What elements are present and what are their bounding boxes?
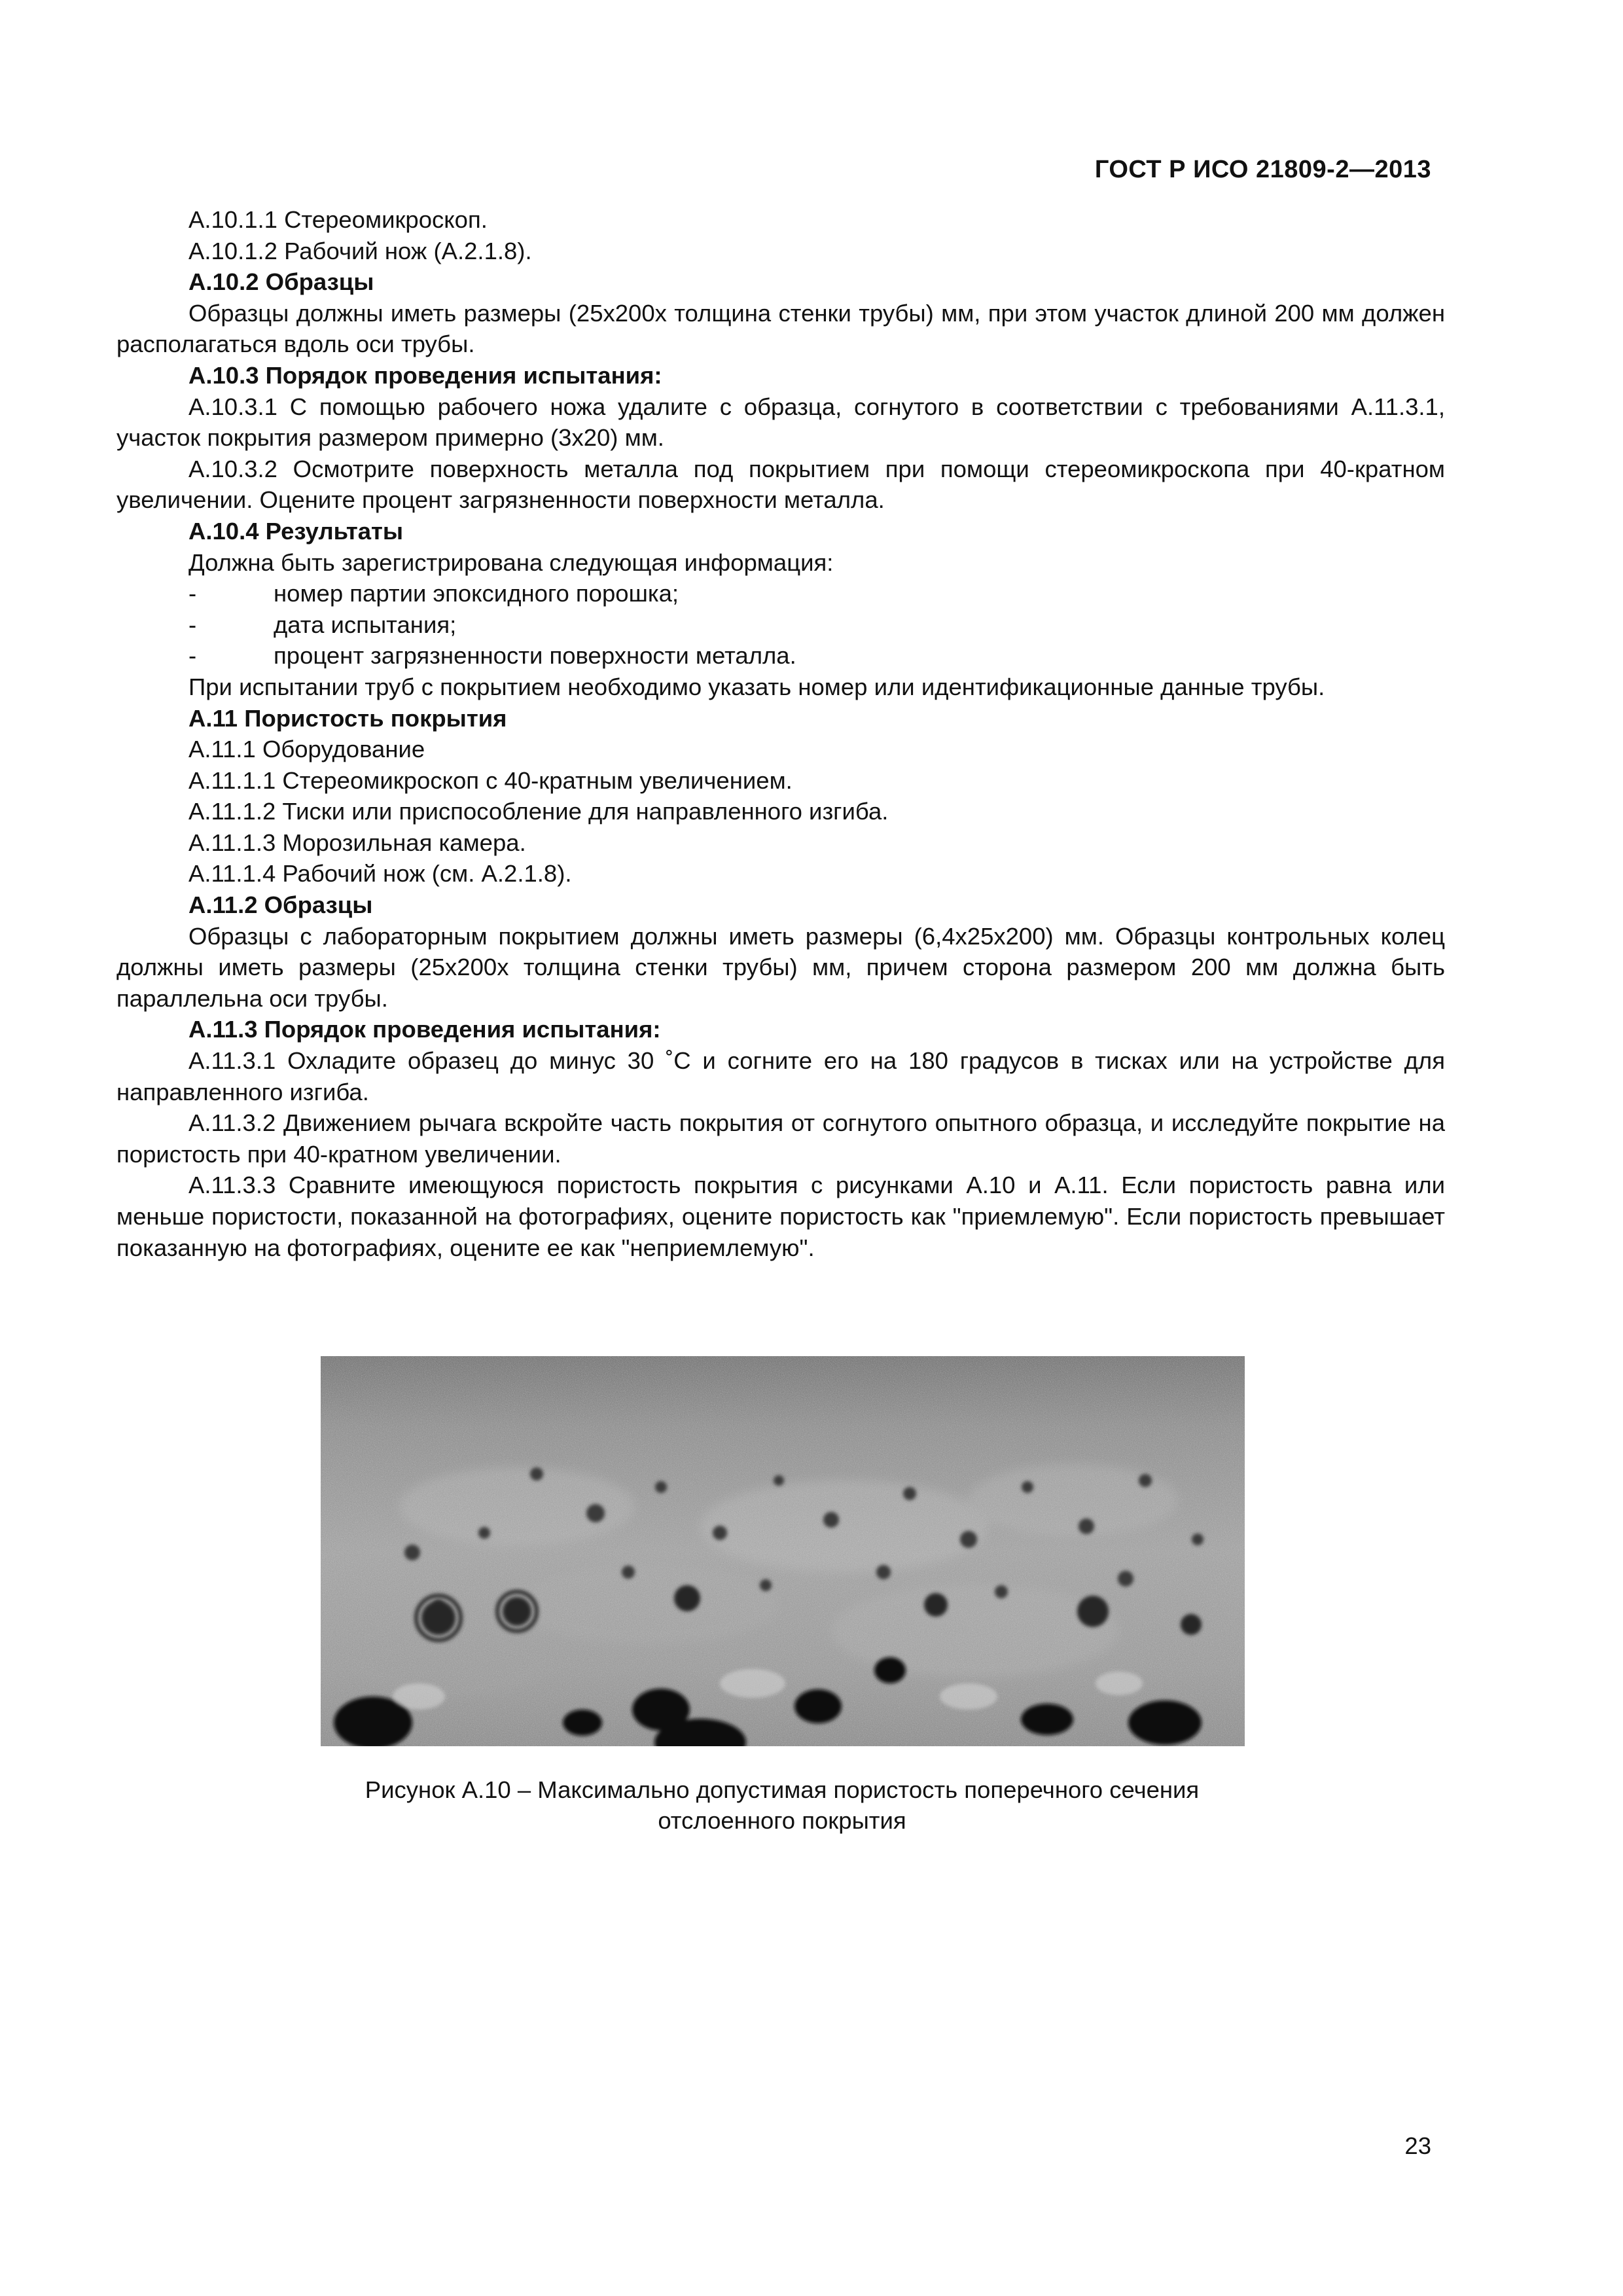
- paragraph: А.11.3.2 Движением рычага вскройте часть покрытия от согнутого опытного образца, и исследуйте покрытие на пористость при 40-кратном увеличении.: [116, 1109, 1445, 1168]
- micrograph-image: [321, 1356, 1245, 1746]
- section-heading: А.10.4 Результаты: [188, 517, 404, 545]
- paragraph: Должна быть зарегистрирована следующая информация:: [188, 548, 834, 576]
- list-item-text: процент загрязненности поверхности металла.: [274, 642, 796, 670]
- paragraph: А.10.3.2 Осмотрите поверхность металла под покрытием при помощи стереомикроскопа при 40-кратном увеличении. Оцените процент загрязненности поверхности металла.: [116, 455, 1445, 514]
- list-item: [116, 578, 1445, 609]
- porosity-micrograph: [321, 1356, 1245, 1746]
- caption-line: отслоенного покрытия: [658, 1807, 906, 1834]
- list-item-text: дата испытания;: [274, 611, 457, 638]
- list-dash: -: [188, 611, 197, 638]
- section-heading: А.10.2 Образцы: [188, 268, 374, 296]
- figure-caption: [249, 1774, 1315, 1836]
- paragraph: А.11.3.3 Сравните имеющуюся пористость покрытия с рисунками А.10 и А.11. Если пористость равна или меньше пористости, показанной на фотографиях, оцените пористость как "приемлемую". Если пористость превышает показанную на фотографиях, оцените ее как "неприемлемую".: [116, 1172, 1445, 1261]
- paragraph: При испытании труб с покрытием необходимо указать номер или идентификационные данные трубы.: [188, 673, 1325, 700]
- paragraph: А.11.1 Оборудование: [188, 736, 425, 763]
- paragraph: А.10.3.1 С помощью рабочего ножа удалите с образца, согнутого в соответствии с требованиями А.11.3.1, участок покрытия размером примерно (3х20) мм.: [116, 393, 1445, 452]
- paragraph: Образцы должны иметь размеры (25х200х толщина стенки трубы) мм, при этом участок длиной 200 мм должен располагаться вдоль оси трубы.: [116, 299, 1445, 358]
- paragraph: А.10.1.2 Рабочий нож (А.2.1.8).: [188, 237, 532, 264]
- section-heading: А.11 Пористость покрытия: [188, 704, 507, 732]
- caption-line: Рисунок А.10 – Максимально допустимая пористость поперечного сечения: [365, 1776, 1200, 1803]
- document-body: [116, 204, 1445, 1263]
- paragraph: А.11.1.1 Стереомикроскоп с 40-кратным увеличением.: [188, 766, 793, 794]
- paragraph: А.11.3.1 Охладите образец до минус 30 ˚С и согните его на 180 градусов в тисках или на устройстве для направленного изгиба.: [116, 1047, 1445, 1105]
- section-heading: А.11.2 Образцы: [188, 891, 373, 919]
- paragraph: А.11.1.4 Рабочий нож (см. А.2.1.8).: [188, 860, 572, 888]
- page-number: 23: [1404, 2132, 1431, 2159]
- list-item: [116, 609, 1445, 641]
- list-dash: -: [188, 642, 197, 670]
- paragraph: А.10.1.1 Стереомикроскоп.: [188, 206, 488, 233]
- document-header: ГОСТ Р ИСО 21809-2—2013: [1094, 156, 1431, 183]
- list-item-text: номер партии эпоксидного порошка;: [274, 580, 679, 607]
- list-item: [116, 640, 1445, 672]
- section-heading: А.11.3 Порядок проведения испытания:: [188, 1016, 661, 1043]
- paragraph: А.11.1.2 Тиски или приспособление для направленного изгиба.: [188, 798, 889, 825]
- paragraph: Образцы с лабораторным покрытием должны иметь размеры (6,4х25х200) мм. Образцы контрольных колец должны иметь размеры (25х200х толщина стенки трубы) мм, причем сторона размером 200 мм должна быть параллельна оси трубы.: [116, 922, 1445, 1012]
- list-dash: -: [188, 580, 197, 607]
- section-heading: А.10.3 Порядок проведения испытания:: [188, 361, 662, 389]
- paragraph: А.11.1.3 Морозильная камера.: [188, 829, 526, 856]
